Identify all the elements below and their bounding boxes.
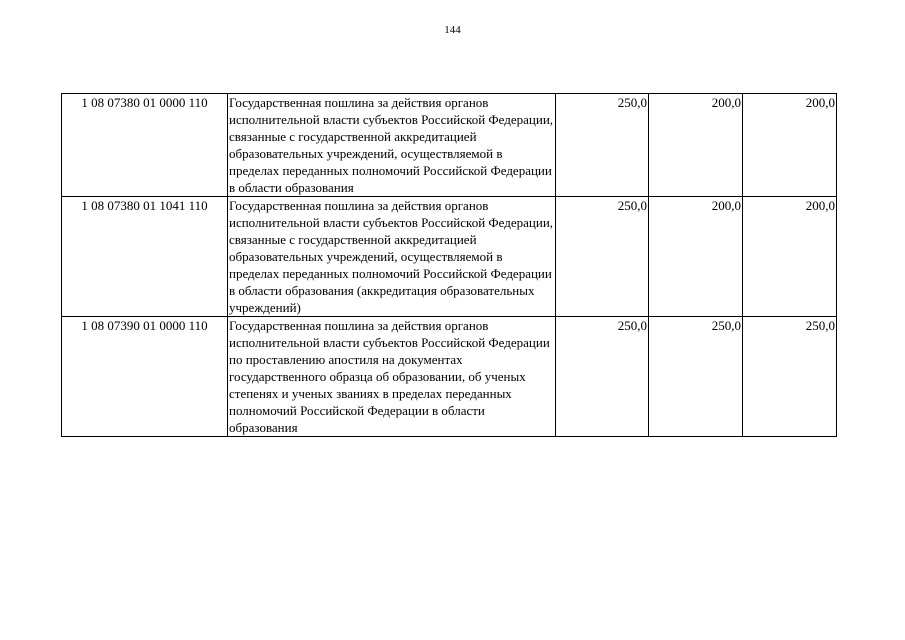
amount-cell-year-2: 250,0 — [649, 317, 743, 437]
amount-cell-year-1: 250,0 — [556, 317, 649, 437]
amount-cell-year-3: 200,0 — [743, 94, 837, 197]
amount-cell-year-2: 200,0 — [649, 197, 743, 317]
description-cell: Государственная пошлина за действия органов исполнительной власти субъектов Российской Федерации по проставлению апостиля на документах государственного образца об образовании, об ученых степенях и ученых званиях в пределах переданных полномочий Российской Федерации в области образования — [228, 317, 556, 437]
amount-cell-year-3: 200,0 — [743, 197, 837, 317]
page-number: 144 — [444, 24, 461, 36]
amount-cell-year-2: 200,0 — [649, 94, 743, 197]
table-row — [62, 317, 837, 437]
table-row — [62, 197, 837, 317]
budget-table — [61, 93, 837, 437]
description-cell: Государственная пошлина за действия органов исполнительной власти субъектов Российской Федерации, связанные с государственной аккредитацией образовательных учреждений, осуществляемой в пределах переданных полномочий Российской Федерации в области образования (аккредитация образовательных учреждений) — [228, 197, 556, 317]
amount-cell-year-1: 250,0 — [556, 94, 649, 197]
table-row — [62, 94, 837, 197]
budget-code-cell: 1 08 07390 01 0000 110 — [62, 317, 228, 437]
budget-code-cell: 1 08 07380 01 1041 110 — [62, 197, 228, 317]
amount-cell-year-1: 250,0 — [556, 197, 649, 317]
amount-cell-year-3: 250,0 — [743, 317, 837, 437]
description-cell: Государственная пошлина за действия органов исполнительной власти субъектов Российской Федерации, связанные с государственной аккредитацией образовательных учреждений, осуществляемой в пределах переданных полномочий Российской Федерации в области образования — [228, 94, 556, 197]
budget-code-cell: 1 08 07380 01 0000 110 — [62, 94, 228, 197]
